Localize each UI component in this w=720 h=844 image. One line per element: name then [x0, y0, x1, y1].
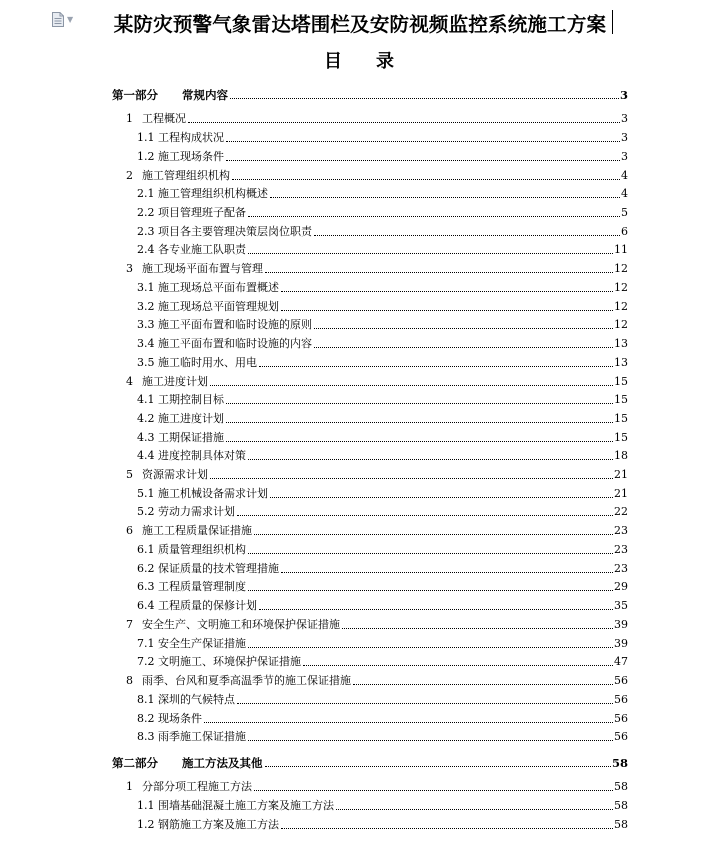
toc-page-number: 56 — [614, 712, 628, 725]
toc-entry-title: 6.3 工程质量管理制度 — [137, 580, 246, 593]
toc-entry-title: 5.2 劳动力需求计划 — [137, 505, 235, 518]
toc-leader-dots — [281, 827, 613, 829]
toc-leader-dots — [254, 533, 613, 535]
toc-entry-title: 2.2 项目管理班子配备 — [137, 206, 246, 219]
toc-entry[interactable] — [137, 635, 628, 651]
toc-entry-title: 6.1 质量管理组织机构 — [137, 543, 246, 556]
toc-entry[interactable] — [137, 298, 628, 314]
chevron-down-icon: ▼ — [67, 15, 74, 24]
toc-chapter-text: 资源需求计划 — [142, 468, 208, 481]
toc-entry[interactable] — [126, 778, 628, 794]
toc-page-number: 58 — [614, 818, 628, 831]
toc-entry[interactable] — [137, 597, 628, 613]
toc-entry[interactable] — [137, 797, 628, 813]
toc-entry[interactable] — [137, 485, 628, 501]
toc-page-number: 21 — [614, 468, 628, 481]
toc-page-number: 58 — [611, 756, 628, 770]
toc-entry[interactable] — [126, 167, 628, 183]
toc-leader-dots — [303, 664, 613, 666]
toc-entry-title: 3.3 施工平面布置和临时设施的原则 — [137, 318, 312, 331]
toc-entry-title: 8.3 雨季施工保证措施 — [137, 730, 246, 743]
toc-entry[interactable] — [137, 316, 628, 332]
toc-page-number: 13 — [614, 356, 628, 369]
toc-page-number: 3 — [621, 131, 628, 144]
toc-page-number: 13 — [614, 337, 628, 350]
toc-entry-title: 2.4 各专业施工队职责 — [137, 243, 246, 256]
toc-leader-dots — [226, 421, 613, 423]
toc-entry[interactable] — [137, 578, 628, 594]
toc-page-number: 3 — [621, 112, 628, 125]
toc-page-number: 12 — [614, 318, 628, 331]
toc-entry[interactable] — [137, 185, 628, 201]
toc-entry[interactable] — [137, 541, 628, 557]
toc-entry[interactable] — [137, 204, 628, 220]
toc-page-number: 18 — [614, 449, 628, 462]
toc-leader-dots — [226, 159, 620, 161]
toc-entry-title: 1.1 工程构成状况 — [137, 131, 224, 144]
toc-leader-dots — [248, 215, 620, 217]
toc-entry-title — [126, 618, 340, 632]
toc-heading-char: 目 — [324, 51, 344, 72]
toc-chapter-text: 施工现场平面布置与管理 — [142, 262, 263, 275]
toc-leader-dots — [336, 808, 613, 810]
toc-entry-title: 3.2 施工现场总平面管理规划 — [137, 300, 279, 313]
toc-entry[interactable] — [137, 447, 628, 463]
toc-page-number: 12 — [614, 262, 628, 275]
toc-page-number: 15 — [614, 431, 628, 444]
toc-leader-dots — [226, 402, 613, 404]
toc-leader-dots — [210, 477, 613, 479]
toc-chapter-number: 7 — [126, 618, 133, 631]
toc-entry[interactable] — [126, 616, 628, 632]
toc-page-number: 23 — [614, 562, 628, 575]
toc-leader-dots — [188, 121, 620, 123]
toc-entry[interactable] — [126, 522, 628, 538]
toc-page-number: 29 — [614, 580, 628, 593]
toc-leader-dots — [281, 309, 613, 311]
toc-page-number: 23 — [614, 543, 628, 556]
toc-entry-title — [126, 468, 208, 482]
toc-entry-title — [112, 88, 228, 102]
toc-page-number: 39 — [614, 618, 628, 631]
toc-chapter-number: 1 — [126, 112, 133, 125]
toc-leader-dots — [270, 196, 620, 198]
toc-entry[interactable] — [137, 148, 628, 164]
toc-page-number: 5 — [621, 206, 628, 219]
toc-entry-title — [126, 262, 263, 276]
toc-entry-title: 8.2 现场条件 — [137, 712, 202, 725]
toc-leader-dots — [265, 765, 611, 767]
toc-entry-title: 2.1 施工管理组织机构概述 — [137, 187, 268, 200]
toc-part-text: 常规内容 — [182, 88, 228, 102]
toc-chapter-text: 分部分项工程施工方法 — [142, 780, 252, 793]
toc-entry[interactable] — [126, 466, 628, 482]
toc-leader-dots — [237, 514, 613, 516]
toc-page-number: 4 — [621, 187, 628, 200]
toc-chapter-number: 3 — [126, 262, 133, 275]
toc-page-number: 11 — [614, 243, 628, 256]
toc-chapter-text: 施工工程质量保证措施 — [142, 524, 252, 537]
toc-leader-dots — [342, 627, 613, 629]
toc-entry-title: 8.1 深圳的气候特点 — [137, 693, 235, 706]
toc-entry[interactable] — [112, 86, 628, 102]
toc-page-number: 3 — [621, 150, 628, 163]
toc-entry-title: 7.2 文明施工、环境保护保证措施 — [137, 655, 301, 668]
toc-page-number: 15 — [614, 393, 628, 406]
toc-leader-dots — [353, 683, 613, 685]
toc-entry-title — [126, 780, 252, 794]
toc-entry-title: 5.1 施工机械设备需求计划 — [137, 487, 268, 500]
toc-page-number: 3 — [619, 88, 628, 102]
toc-entry-title — [126, 674, 351, 688]
toc-leader-dots — [314, 346, 613, 348]
toc-leader-dots — [254, 789, 613, 791]
toc-page-number: 4 — [621, 169, 628, 182]
toc-entry[interactable] — [126, 110, 628, 126]
toc-leader-dots — [248, 552, 613, 554]
toc-chapter-text: 施工管理组织机构 — [142, 169, 230, 182]
toc-part-number: 第二部分 — [112, 756, 158, 770]
toc-leader-dots — [314, 327, 613, 329]
toc-leader-dots — [248, 589, 613, 591]
toc-entry-title: 3.1 施工现场总平面布置概述 — [137, 281, 279, 294]
toc-entry-title: 4.3 工期保证措施 — [137, 431, 224, 444]
toc-entry[interactable] — [112, 754, 628, 770]
toc-entry-title — [112, 756, 263, 770]
toc-leader-dots — [232, 178, 620, 180]
toc-chapter-text: 施工进度计划 — [142, 375, 208, 388]
toc-leader-dots — [204, 721, 613, 723]
toc-entry[interactable] — [137, 503, 628, 519]
toc-chapter-text: 雨季、台风和夏季高温季节的施工保证措施 — [142, 674, 351, 687]
toc-leader-dots — [210, 384, 613, 386]
toc-part-number: 第一部分 — [112, 88, 158, 102]
toc-chapter-number: 5 — [126, 468, 133, 481]
document-title[interactable]: 某防灾预警气象雷达塔围栏及安防视频监控系统施工方案 — [113, 13, 607, 36]
toc-entry-title: 6.2 保证质量的技术管理措施 — [137, 562, 279, 575]
toc-chapter-number: 8 — [126, 674, 133, 687]
toc-chapter-text: 安全生产、文明施工和环境保护保证措施 — [142, 618, 340, 631]
toc-entry[interactable] — [137, 279, 628, 295]
toc-entry-title: 1.2 钢筋施工方案及施工方法 — [137, 818, 279, 831]
toc-entry-title: 3.4 施工平面布置和临时设施的内容 — [137, 337, 312, 350]
toc-entry-title: 6.4 工程质量的保修计划 — [137, 599, 257, 612]
toc-entry-title: 7.1 安全生产保证措施 — [137, 637, 246, 650]
toc-page-number: 47 — [614, 655, 628, 668]
toc-entry-title: 4.2 施工进度计划 — [137, 412, 224, 425]
toc-page-number: 56 — [614, 730, 628, 743]
toc-entry[interactable] — [137, 354, 628, 370]
toc-page-number: 22 — [614, 505, 628, 518]
toc-entry[interactable] — [137, 728, 628, 744]
toc-entry[interactable] — [137, 691, 628, 707]
toc-page-number: 23 — [614, 524, 628, 537]
toc-entry[interactable] — [137, 335, 628, 351]
toc-page-number: 56 — [614, 693, 628, 706]
toc-entry-title: 4.1 工期控制目标 — [137, 393, 224, 406]
toc-entry-title: 2.3 项目各主要管理决策层岗位职责 — [137, 225, 312, 238]
toc-chapter-text: 工程概况 — [142, 112, 186, 125]
toc-chapter-number: 2 — [126, 169, 133, 182]
toc-page-number: 39 — [614, 637, 628, 650]
toc-leader-dots — [226, 440, 613, 442]
toc-entry-title — [126, 169, 230, 183]
toc-heading-char: 录 — [376, 51, 396, 72]
toc-page-number: 21 — [614, 487, 628, 500]
toc-entry-title: 4.4 进度控制具体对策 — [137, 449, 246, 462]
toc-entry-title — [126, 112, 186, 126]
toc-leader-dots — [259, 608, 613, 610]
toc-entry[interactable] — [126, 260, 628, 276]
toc-leader-dots — [281, 290, 613, 292]
toc-page-number: 35 — [614, 599, 628, 612]
toc-entry[interactable] — [137, 241, 628, 257]
toc-entry[interactable] — [137, 410, 628, 426]
toc-page-number: 56 — [614, 674, 628, 687]
toc-leader-dots — [237, 702, 613, 704]
toc-page-number: 58 — [614, 780, 628, 793]
toc-leader-dots — [281, 571, 613, 573]
toc-leader-dots — [248, 646, 613, 648]
toc-entry-title: 3.5 施工临时用水、用电 — [137, 356, 257, 369]
toc-leader-dots — [259, 365, 613, 367]
toc-entry[interactable] — [126, 373, 628, 389]
toc-entry[interactable] — [137, 710, 628, 726]
toc-entry-title — [126, 524, 252, 538]
toc-entry[interactable] — [137, 429, 628, 445]
toc-leader-dots — [226, 140, 620, 142]
toc-page-number: 15 — [614, 375, 628, 388]
toc-entry-title — [126, 375, 208, 389]
toc-chapter-number: 6 — [126, 524, 133, 537]
toc-entry-title: 1.1 围墙基础混凝土施工方案及施工方法 — [137, 799, 334, 812]
toc-entry[interactable] — [137, 560, 628, 576]
toc-chapter-number: 1 — [126, 780, 133, 793]
toc-leader-dots — [248, 252, 613, 254]
toc-entry[interactable] — [137, 653, 628, 669]
toc-leader-dots — [270, 496, 613, 498]
toc-entry[interactable] — [137, 391, 628, 407]
toc-leader-dots — [248, 739, 613, 741]
toc-entry[interactable] — [137, 223, 628, 239]
toc-page-number: 6 — [621, 225, 628, 238]
toc-chapter-number: 4 — [126, 375, 133, 388]
toc-part-text: 施工方法及其他 — [182, 756, 263, 770]
toc-entry[interactable] — [126, 672, 628, 688]
toc-entry[interactable] — [137, 129, 628, 145]
toc-leader-dots — [265, 271, 613, 273]
toc-page-number: 12 — [614, 300, 628, 313]
toc-page-number: 15 — [614, 412, 628, 425]
toc-page-number: 58 — [614, 799, 628, 812]
toc-leader-dots — [314, 234, 620, 236]
toc-entry[interactable] — [137, 816, 628, 832]
toc-entry-title: 1.2 施工现场条件 — [137, 150, 224, 163]
toc-leader-dots — [248, 458, 613, 460]
toc-page-number: 12 — [614, 281, 628, 294]
toc-leader-dots — [230, 97, 619, 99]
